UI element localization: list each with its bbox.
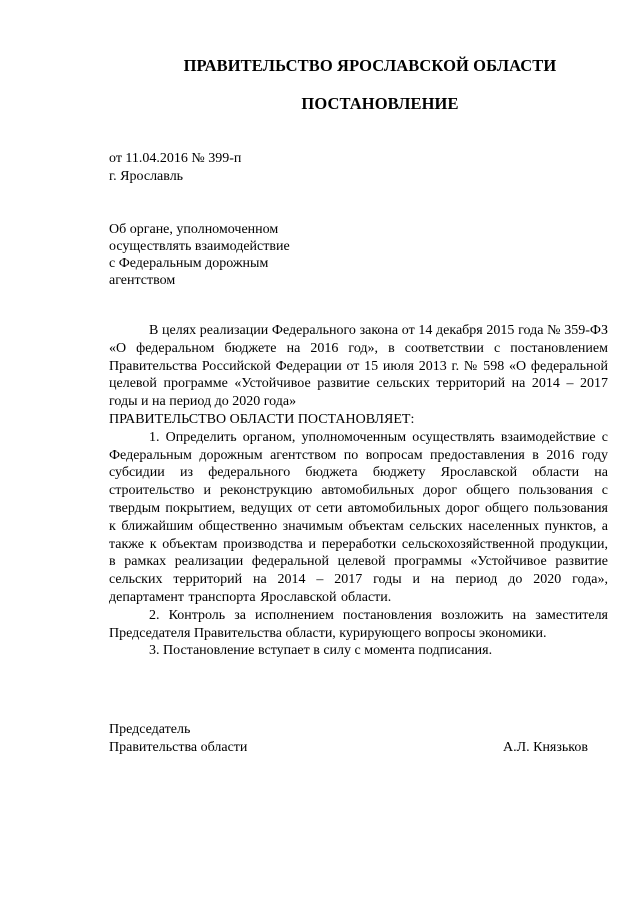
item-3-paragraph: 3. Постановление вступает в силу с момента подписания. <box>149 643 493 659</box>
document-body <box>109 322 608 660</box>
subject-line: агентством <box>109 273 176 288</box>
signatory-title-line: Правительства области <box>109 740 248 755</box>
item-2-paragraph: 2. Контроль за исполнением постановления возложить на заместителя Председателя Правительства области, курирующего вопросы экономики. <box>109 607 608 641</box>
preamble-paragraph: В целях реализации Федерального закона от 14 декабря 2015 года № 359-ФЗ «О федеральном бюджете на 2016 год», в соответствии с постановлением Правительства Российской Федерации от 15 июля 2013 г. № 598 «О федеральной целевой программе «Устойчивое развитие сельских территорий на 2014 – 2017 годы и на период до 2020 года» <box>109 323 608 410</box>
city: г. Ярославль <box>109 169 184 184</box>
government-title: ПРАВИТЕЛЬСТВО ЯРОСЛАВСКОЙ ОБЛАСТИ <box>183 56 557 75</box>
document-subject <box>109 221 349 289</box>
document-type-title: ПОСТАНОВЛЕНИЕ <box>301 94 459 113</box>
subject-line: осуществлять взаимодействие <box>109 239 290 254</box>
date-and-number: от 11.04.2016 № 399-п <box>109 151 242 166</box>
resolution-statement: ПРАВИТЕЛЬСТВО ОБЛАСТИ ПОСТАНОВЛЯЕТ: <box>109 411 415 427</box>
signatory-title <box>109 721 247 757</box>
subject-line: с Федеральным дорожным <box>109 256 269 271</box>
signatory-name: А.Л. Князьков <box>503 740 588 755</box>
item-1-paragraph: 1. Определить органом, уполномоченным осуществлять взаимодействие с Федеральным дорожным агентством по вопросам предоставления в 2016 году субсидии из федерального бюджета бюджету Ярославской области на строительство и реконструкцию автомобильных дорог общего пользования с твердым покрытием, ведущих от сети автомобильных дорог общего пользования к ближайшим общественно значимым объектам сельских населенных пунктов, а также к объектам производства и переработки сельскохозяйственной продукции, в рамках реализации федеральной целевой программы «Устойчивое развитие сельских территорий на 2014 – 2017 годы и на период до 2020 года», департамент транспорта Ярославской области. <box>109 429 608 605</box>
signatory-title-line: Председатель <box>109 722 191 737</box>
subject-line: Об органе, уполномоченном <box>109 222 279 237</box>
